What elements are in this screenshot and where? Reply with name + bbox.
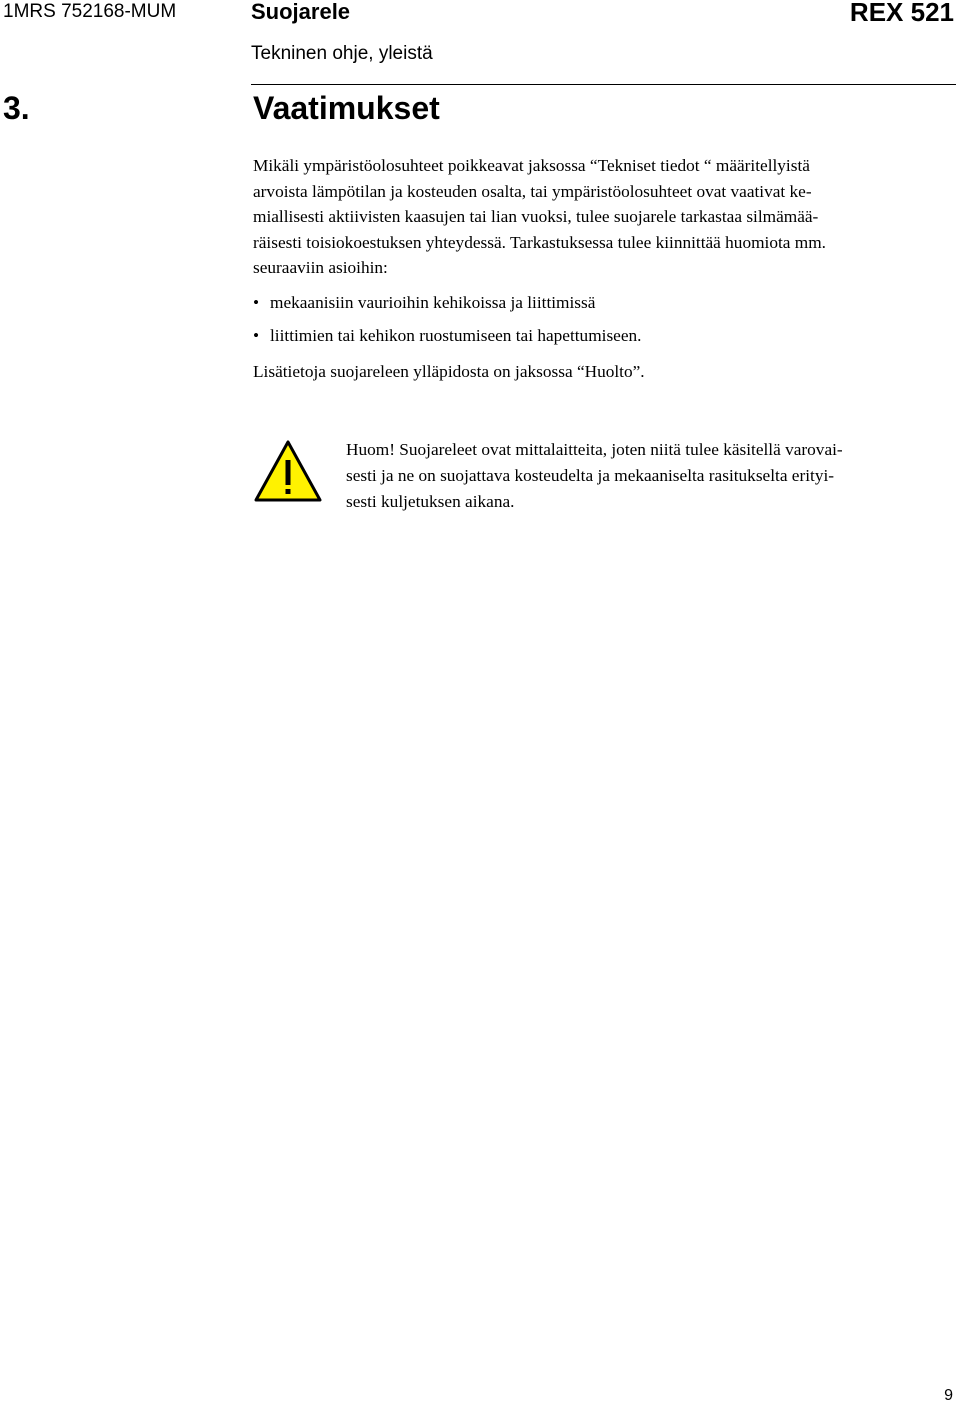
section-title: Vaatimukset [253,90,440,126]
intro-line: miallisesti aktiivisten kaasujen tai lian vuoksi, tulee suojarele tarkastaa silmämää- [253,207,819,226]
exclamation-bar [286,460,291,485]
more-info-paragraph: Lisätietoja suojareleen ylläpidosta on jaksossa “Huolto”. [253,362,645,381]
list-item-text: mekaanisiin vaurioihin kehikoissa ja liittimissä [270,293,596,312]
list-item [253,323,953,349]
warning-triangle-icon [254,440,322,502]
intro-line: arvoista lämpötilan ja kosteuden osalta, tai ympäristöolosuhteet ovat vaativat ke- [253,181,812,201]
product-name: REX 521 [849,0,954,27]
list-item-text: liittimien tai kehikon ruostumiseen tai hapettumiseen. [270,325,642,345]
note-line: Huom! Suojareleet ovat mittalaitteita, joten niitä tulee käsitellä varovai- [346,440,843,459]
inspection-list [253,290,953,355]
bullet-icon: • [253,325,260,345]
section-number: 3. [3,90,30,126]
document-subtitle: Tekninen ohje, yleistä [251,43,433,64]
note-line: sesti ja ne on suojattava kosteudelta ja mekaaniselta rasitukselta erityi- [346,466,835,485]
document-title: Suojarele [251,0,351,24]
note-line: sesti kuljetuksen aikana. [346,492,515,511]
document-id: 1MRS 752168-MUM [3,1,177,22]
intro-line: räisesti toisiokoestuksen yhteydessä. Tarkastuksessa tulee kiinnittää huomiota mm. [253,232,826,252]
intro-paragraph [253,153,953,281]
exclamation-dot [286,489,291,494]
note-paragraph [346,437,956,515]
intro-line: Mikäli ympäristöolosuhteet poikkeavat jaksossa “Tekniset tiedot “ määritellyistä [253,156,810,175]
intro-line: seuraaviin asioihin: [253,258,388,277]
bullet-icon: • [253,293,260,312]
page-number: 9 [944,1387,953,1404]
list-item [253,290,953,316]
header-divider [251,84,956,85]
